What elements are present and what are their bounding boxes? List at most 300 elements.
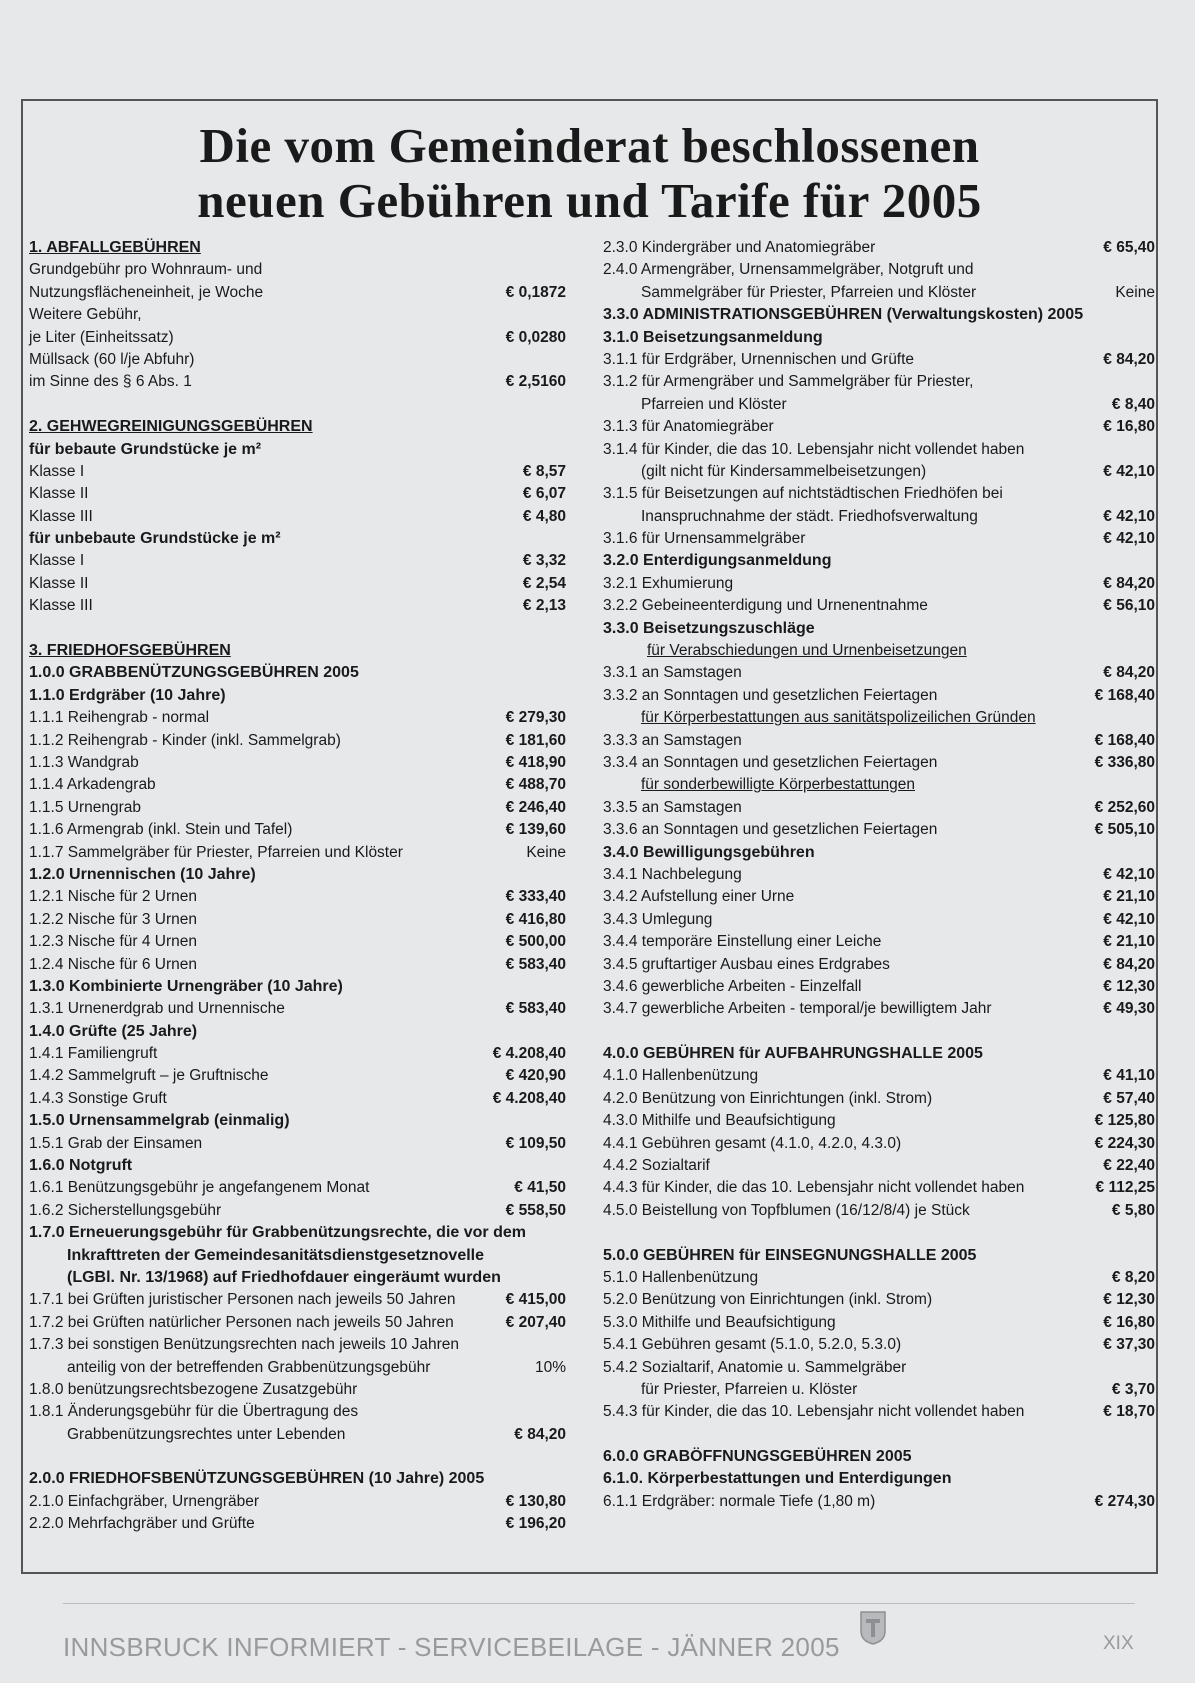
fee-row (603, 1491, 1155, 1513)
fee-row (603, 1133, 1155, 1155)
fee-label: 1.1.6 Armengrab (inkl. Stein und Tafel) (29, 821, 293, 839)
fee-amount: € 49,30 (1103, 1000, 1155, 1018)
subheading (29, 1021, 566, 1043)
fee-row (29, 998, 566, 1020)
fee-row (603, 595, 1155, 617)
subheading (603, 550, 1155, 572)
fee-amount: € 2,13 (522, 597, 566, 615)
fee-amount: € 130,80 (505, 1492, 566, 1510)
fee-row (29, 1424, 566, 1446)
fee-row (603, 1155, 1155, 1177)
fee-amount: € 42,10 (1103, 462, 1155, 480)
subheading (29, 976, 566, 998)
fee-row (603, 394, 1155, 416)
fee-label: für sonderbewilligte Körperbestattungen (641, 776, 916, 794)
fee-label: 1. ABFALLGEBÜHREN (29, 239, 201, 256)
fee-label: Klasse II (29, 485, 89, 503)
fee-label: 3.1.2 für Armengräber und Sammelgräber für Priester, (603, 373, 974, 391)
subgroup-label (603, 774, 1155, 796)
fee-label: 1.2.3 Nische für 4 Urnen (29, 933, 198, 951)
fee-amount: € 274,30 (1094, 1492, 1155, 1510)
fee-row (603, 864, 1155, 886)
fee-row (29, 1065, 566, 1087)
fee-label: 1.1.0 Erdgräber (10 Jahre) (29, 686, 226, 704)
fee-row (29, 1357, 566, 1379)
fee-row (29, 573, 566, 595)
fee-amount: € 16,80 (1103, 418, 1155, 436)
subheading (603, 327, 1155, 349)
subheading (29, 864, 566, 886)
fee-label: 1.6.1 Benützungsgebühr je angefangenem Monat (29, 1179, 370, 1197)
fee-amount: € 8,57 (522, 462, 566, 480)
fee-label: 3.2.0 Enterdigungsanmeldung (603, 552, 832, 570)
fee-amount: € 488,70 (505, 776, 566, 794)
fee-amount: 10% (534, 1358, 566, 1376)
subgroup-label (603, 707, 1155, 729)
fee-label: Klasse I (29, 462, 85, 480)
fee-label: 1.3.1 Urnenerdgrab und Urnennische (29, 1000, 285, 1018)
fee-row (29, 730, 566, 752)
fee-row (603, 886, 1155, 908)
fee-label: Grabbenützungsrechtes unter Lebenden (67, 1425, 346, 1443)
fee-label: 1.1.1 Reihengrab - normal (29, 709, 210, 727)
fee-label: 3. FRIEDHOFSGEBÜHREN (29, 642, 231, 660)
fee-label: 3.4.1 Nachbelegung (603, 865, 742, 883)
fee-amount: € 42,10 (1103, 530, 1155, 548)
spacer (603, 1222, 1155, 1244)
fee-label: Inkrafttreten der Gemeindesanitätsdienstgesetznovelle (67, 1246, 485, 1264)
fee-label: 1.8.0 benützungsrechtsbezogene Zusatzgebühr (29, 1380, 358, 1398)
fee-row (603, 1110, 1155, 1132)
fee-amount: € 416,80 (505, 910, 566, 928)
fee-amount: € 252,60 (1094, 798, 1155, 816)
fee-label: 5.4.2 Sozialtarif, Anatomie u. Sammelgräber (603, 1358, 907, 1376)
fee-label: 1.5.0 Urnensammelgrab (einmalig) (29, 1112, 290, 1130)
fee-amount: € 112,25 (1095, 1179, 1155, 1197)
fee-label: Pfarreien und Klöster (641, 395, 787, 413)
fee-row (603, 1267, 1155, 1289)
fee-label: 3.3.1 an Samstagen (603, 664, 742, 682)
fee-label: 3.3.0 Beisetzungszuschläge (603, 619, 815, 637)
fee-amount: € 22,40 (1103, 1157, 1155, 1175)
subheading (603, 842, 1155, 864)
fee-row (29, 327, 566, 349)
fee-row (29, 371, 566, 393)
fee-label: 1.4.1 Familiengruft (29, 1045, 158, 1063)
fee-row (603, 1379, 1155, 1401)
fee-amount: € 5,80 (1111, 1201, 1155, 1219)
fee-label: 1.7.3 bei sonstigen Benützungsrechten nach jeweils 10 Jahren (29, 1336, 459, 1354)
fee-label: 4.4.3 für Kinder, die das 10. Lebensjahr nicht vollendet haben (603, 1179, 1025, 1197)
fee-amount: € 2,5160 (505, 373, 566, 391)
spacer (603, 1424, 1155, 1446)
fee-row (29, 886, 566, 908)
title-line-1: Die vom Gemeinderat beschlossenen (199, 118, 980, 173)
section-heading (29, 640, 566, 662)
fee-label: 3.4.2 Aufstellung einer Urne (603, 888, 795, 906)
fee-amount: € 415,00 (505, 1291, 566, 1309)
fee-label: 5.4.1 Gebühren gesamt (5.1.0, 5.2.0, 5.3.0) (603, 1336, 902, 1354)
right-column (603, 237, 1155, 1513)
subheading (603, 304, 1155, 326)
fee-amount: € 42,10 (1103, 910, 1155, 928)
fee-row (29, 774, 566, 796)
fee-label: 3.3.0 ADMINISTRATIONSGEBÜHREN (Verwaltungskosten) 2005 (603, 306, 1084, 324)
fee-label: 1.7.2 bei Grüften natürlicher Personen nach jeweils 50 Jahren (29, 1313, 454, 1331)
fee-label: 3.1.0 Beisetzungsanmeldung (603, 328, 823, 346)
fee-label: für Körperbestattungen aus sanitätspolizeilichen Gründen (641, 709, 1036, 727)
fee-amount: € 558,50 (505, 1201, 566, 1219)
fee-amount: Keine (1115, 283, 1155, 301)
fee-row (29, 797, 566, 819)
fee-row (603, 931, 1155, 953)
fee-amount: € 42,10 (1103, 865, 1155, 883)
fee-amount: € 4,80 (522, 507, 566, 525)
subgroup-label (603, 640, 1155, 662)
fee-amount: € 21,10 (1103, 888, 1155, 906)
fee-amount: € 420,90 (505, 1067, 566, 1085)
fee-row (603, 439, 1155, 461)
fee-label: 1.3.0 Kombinierte Urnengräber (10 Jahre) (29, 977, 343, 995)
fee-row (29, 1043, 566, 1065)
fee-row (29, 1401, 566, 1423)
fee-amount: € 505,10 (1094, 821, 1155, 839)
fee-row (29, 304, 566, 326)
fee-label: 4.4.1 Gebühren gesamt (4.1.0, 4.2.0, 4.3.0) (603, 1134, 902, 1152)
fee-label: anteilig von der betreffenden Grabbenützungsgebühr (67, 1358, 431, 1376)
fee-label: 6.0.0 GRABÖFFNUNGSGEBÜHREN 2005 (603, 1448, 912, 1466)
fee-row (29, 931, 566, 953)
fee-row (603, 685, 1155, 707)
fee-label: 1.1.3 Wandgrab (29, 753, 139, 771)
fee-label: Sammelgräber für Priester, Pfarreien und Klöster (641, 283, 977, 301)
fee-amount: € 8,40 (1111, 395, 1155, 413)
fee-amount: € 8,20 (1111, 1268, 1155, 1286)
fee-row (29, 1334, 566, 1356)
fee-label: 2.4.0 Armengräber, Urnensammelgräber, Notgruft und (603, 261, 974, 279)
fee-row (603, 976, 1155, 998)
fee-label: 1.6.2 Sicherstellungsgebühr (29, 1201, 222, 1219)
fee-row (603, 998, 1155, 1020)
fee-amount: € 500,00 (505, 933, 566, 951)
fee-label: 5.4.3 für Kinder, die das 10. Lebensjahr nicht vollendet haben (603, 1403, 1025, 1421)
footer-divider (63, 1603, 1135, 1604)
fee-amount: € 168,40 (1094, 686, 1155, 704)
fee-label: 4.3.0 Mithilfe und Beaufsichtigung (603, 1112, 836, 1130)
fee-label: 4.5.0 Beistellung von Topfblumen (16/12/8/4) je Stück (603, 1201, 970, 1219)
title-line-2: neuen Gebühren und Tarife für 2005 (197, 173, 982, 228)
fee-label: 1.5.1 Grab der Einsamen (29, 1134, 203, 1152)
fee-label: für bebaute Grundstücke je m² (29, 440, 262, 458)
fee-row (603, 237, 1155, 259)
fee-row (603, 1334, 1155, 1356)
fee-row (29, 1177, 566, 1199)
fee-row (603, 1312, 1155, 1334)
subheading (29, 1468, 566, 1490)
fee-label: Klasse II (29, 574, 89, 592)
fee-label: 2.2.0 Mehrfachgräber und Grüfte (29, 1515, 255, 1533)
page-title (21, 118, 1158, 228)
fee-label: 1.8.1 Änderungsgebühr für die Übertragung des (29, 1403, 359, 1421)
fee-label: 2.1.0 Einfachgräber, Urnengräber (29, 1492, 260, 1510)
fee-amount: € 84,20 (1103, 350, 1155, 368)
fee-row (29, 1200, 566, 1222)
fee-label: 1.1.2 Reihengrab - Kinder (inkl. Sammelgrab) (29, 731, 341, 749)
fee-row (29, 1312, 566, 1334)
fee-row (603, 1177, 1155, 1199)
fee-label: 5.2.0 Benützung von Einrichtungen (inkl. Strom) (603, 1291, 933, 1309)
subheading (29, 1110, 566, 1132)
fee-label: 3.4.7 gewerbliche Arbeiten - temporal/je bewilligtem Jahr (603, 1000, 992, 1018)
fee-label: 1.7.0 Erneuerungsgebühr für Grabbenützungsrechte, die vor dem (29, 1224, 526, 1242)
fee-amount: € 4.208,40 (492, 1089, 566, 1107)
fee-label: 4.4.2 Sozialtarif (603, 1157, 710, 1175)
fee-amount: € 84,20 (1103, 955, 1155, 973)
fee-amount: € 16,80 (1103, 1313, 1155, 1331)
footer-text: INNSBRUCK INFORMIERT - SERVICEBEILAGE - JÄNNER 2005 (63, 1632, 840, 1662)
fee-row (29, 954, 566, 976)
fee-label: 3.1.6 für Urnensammelgräber (603, 530, 806, 548)
fee-amount: € 279,30 (505, 709, 566, 727)
fee-label: 3.2.2 Gebeineenterdigung und Urnenentnahme (603, 597, 928, 615)
fee-row (29, 752, 566, 774)
subheading (29, 1267, 566, 1289)
fee-label: 1.6.0 Notgruft (29, 1157, 133, 1175)
fee-label: 3.3.5 an Samstagen (603, 798, 742, 816)
page-number: XIX (1103, 1633, 1134, 1654)
subheading (29, 685, 566, 707)
fee-row (603, 461, 1155, 483)
fee-label: Inanspruchnahme der städt. Friedhofsverwaltung (641, 507, 978, 525)
fee-amount: € 2,54 (522, 574, 566, 592)
fee-amount: € 18,70 (1103, 1403, 1155, 1421)
fee-amount: € 196,20 (505, 1515, 566, 1533)
fee-amount: € 12,30 (1103, 977, 1155, 995)
subheading (29, 1245, 566, 1267)
fee-label: 3.3.3 an Samstagen (603, 731, 742, 749)
fee-amount: € 84,20 (1103, 574, 1155, 592)
left-column (29, 237, 566, 1536)
subheading (29, 662, 566, 684)
subheading (603, 1446, 1155, 1468)
fee-label: 1.2.1 Nische für 2 Urnen (29, 888, 198, 906)
fee-row (29, 461, 566, 483)
fee-label: für Priester, Pfarreien u. Klöster (641, 1380, 858, 1398)
fee-amount: € 246,40 (505, 798, 566, 816)
fee-amount: € 42,10 (1103, 507, 1155, 525)
subheading (29, 1222, 566, 1244)
fee-amount: € 12,30 (1103, 1291, 1155, 1309)
fee-label: 1.2.4 Nische für 6 Urnen (29, 955, 198, 973)
fee-row (29, 819, 566, 841)
fee-label: 1.4.3 Sonstige Gruft (29, 1089, 167, 1107)
fee-label: 3.4.5 gruftartiger Ausbau eines Erdgrabes (603, 955, 890, 973)
fee-row (603, 1200, 1155, 1222)
fee-label: 1.1.7 Sammelgräber für Priester, Pfarreien und Klöster (29, 843, 403, 861)
fee-row (603, 349, 1155, 371)
fee-amount: € 41,10 (1103, 1067, 1155, 1085)
fee-amount: € 6,07 (522, 485, 566, 503)
fee-label: für unbebaute Grundstücke je m² (29, 530, 281, 548)
fee-row (29, 349, 566, 371)
fee-row (603, 954, 1155, 976)
subheading (29, 1155, 566, 1177)
fee-label: (gilt nicht für Kindersammelbeisetzungen) (641, 462, 927, 480)
spacer (603, 1021, 1155, 1043)
fee-row (29, 1513, 566, 1535)
fee-label: Weitere Gebühr, (29, 306, 142, 324)
fee-row (603, 483, 1155, 505)
subheading (603, 1043, 1155, 1065)
fee-label: 1.2.0 Urnennischen (10 Jahre) (29, 865, 256, 883)
fee-label: im Sinne des § 6 Abs. 1 (29, 373, 192, 391)
fee-amount: € 4.208,40 (492, 1045, 566, 1063)
section-heading (29, 416, 566, 438)
fee-row (603, 1357, 1155, 1379)
fee-row (603, 573, 1155, 595)
fee-row (29, 483, 566, 505)
fee-label: Klasse I (29, 552, 85, 570)
fee-label: 6.1.1 Erdgräber: normale Tiefe (1,80 m) (603, 1492, 876, 1510)
fee-amount: Keine (526, 843, 566, 861)
fee-amount: € 21,10 (1103, 933, 1155, 951)
fee-label: 4.2.0 Benützung von Einrichtungen (inkl. Strom) (603, 1089, 933, 1107)
fee-row (603, 371, 1155, 393)
fee-amount: € 37,30 (1103, 1336, 1155, 1354)
fee-row (29, 595, 566, 617)
fee-label: je Liter (Einheitssatz) (29, 328, 174, 346)
fee-amount: € 41,50 (514, 1179, 566, 1197)
fee-row (603, 752, 1155, 774)
fee-label: 2. GEHWEGREINIGUNGSGEBÜHREN (29, 418, 313, 436)
fee-label: 3.4.3 Umlegung (603, 910, 713, 928)
spacer (29, 1446, 566, 1468)
fee-amount: € 3,70 (1111, 1380, 1155, 1398)
fee-label: 2.3.0 Kindergräber und Anatomiegräber (603, 239, 876, 256)
fee-label: 1.1.4 Arkadengrab (29, 776, 156, 794)
fee-label: (LGBl. Nr. 13/1968) auf Friedhofdauer eingeräumt wurden (67, 1268, 501, 1286)
fee-label: für Verabschiedungen und Urnenbeisetzungen (647, 642, 967, 660)
fee-amount: € 418,90 (505, 753, 566, 771)
fee-amount: € 207,40 (505, 1313, 566, 1331)
fee-label: 3.2.1 Exhumierung (603, 574, 734, 592)
fee-amount: € 3,32 (522, 552, 566, 570)
fee-row (603, 1401, 1155, 1423)
fee-label: 1.2.2 Nische für 3 Urnen (29, 910, 198, 928)
fee-label: 3.1.5 für Beisetzungen auf nichtstädtischen Friedhöfen bei (603, 485, 1003, 503)
fee-amount: € 84,20 (514, 1425, 566, 1443)
fee-label: 3.1.1 für Erdgräber, Urnennischen und Grüfte (603, 350, 915, 368)
fee-label: 3.3.2 an Sonntagen und gesetzlichen Feiertagen (603, 686, 938, 704)
fee-row (29, 1289, 566, 1311)
fee-label: 2.0.0 FRIEDHOFSBENÜTZUNGSGEBÜHREN (10 Jahre) 2005 (29, 1470, 485, 1488)
fee-label: Müllsack (60 l/je Abfuhr) (29, 350, 195, 368)
fee-label: 3.1.3 für Anatomiegräber (603, 418, 774, 436)
fee-row (603, 528, 1155, 550)
section-heading (29, 237, 566, 259)
fee-label: 5.1.0 Hallenbenützung (603, 1268, 759, 1286)
fee-row (603, 909, 1155, 931)
fee-row (603, 819, 1155, 841)
fee-row (603, 259, 1155, 281)
fee-row (29, 1133, 566, 1155)
fee-label: 1.0.0 GRABBENÜTZUNGSGEBÜHREN 2005 (29, 664, 359, 682)
fee-amount: € 56,10 (1103, 597, 1155, 615)
fee-row (603, 1289, 1155, 1311)
subheading (29, 528, 566, 550)
fee-row (29, 282, 566, 304)
city-coat-of-arms-icon (860, 1611, 886, 1645)
fee-label: 3.1.4 für Kinder, die das 10. Lebensjahr nicht vollendet haben (603, 440, 1025, 458)
fee-amount: € 0,0280 (505, 328, 566, 346)
fee-label: 1.4.0 Grüfte (25 Jahre) (29, 1022, 198, 1040)
fee-row (603, 1065, 1155, 1087)
fee-row (29, 1491, 566, 1513)
fee-label: 3.3.6 an Sonntagen und gesetzlichen Feiertagen (603, 821, 938, 839)
fee-label: Klasse III (29, 597, 93, 615)
subheading (603, 1468, 1155, 1490)
fee-amount: € 139,60 (505, 821, 566, 839)
fee-amount: € 168,40 (1094, 731, 1155, 749)
fee-amount: € 125,80 (1094, 1112, 1155, 1130)
fee-row (29, 1088, 566, 1110)
subheading (603, 1245, 1155, 1267)
fee-label: Nutzungsflächeneinheit, je Woche (29, 283, 264, 301)
spacer (29, 394, 566, 416)
fee-label: 1.4.2 Sammelgruft – je Gruftnische (29, 1067, 269, 1085)
fee-label: 6.1.0. Körperbestattungen und Enterdigungen (603, 1470, 952, 1488)
fee-amount: € 224,30 (1094, 1134, 1155, 1152)
fee-label: 4.1.0 Hallenbenützung (603, 1067, 759, 1085)
fee-row (603, 506, 1155, 528)
fee-amount: € 109,50 (505, 1134, 566, 1152)
fee-amount: € 336,80 (1094, 753, 1155, 771)
fee-row (29, 842, 566, 864)
fee-amount: € 57,40 (1103, 1089, 1155, 1107)
subheading (29, 439, 566, 461)
fee-label: 3.4.0 Bewilligungsgebühren (603, 843, 815, 861)
subheading (603, 618, 1155, 640)
fee-row (29, 909, 566, 931)
fee-label: Grundgebühr pro Wohnraum- und (29, 261, 263, 279)
fee-label: 1.1.5 Urnengrab (29, 798, 142, 816)
fee-label: 3.4.6 gewerbliche Arbeiten - Einzelfall (603, 977, 862, 995)
fee-amount: € 181,60 (505, 731, 566, 749)
fee-amount: € 65,40 (1103, 239, 1155, 256)
fee-label: 1.7.1 bei Grüften juristischer Personen nach jeweils 50 Jahren (29, 1291, 456, 1309)
fee-label: 4.0.0 GEBÜHREN für AUFBAHRUNGSHALLE 2005 (603, 1045, 983, 1063)
fee-row (603, 416, 1155, 438)
fee-row (603, 662, 1155, 684)
fee-label: 3.3.4 an Sonntagen und gesetzlichen Feiertagen (603, 753, 938, 771)
fee-row (29, 259, 566, 281)
fee-amount: € 583,40 (505, 955, 566, 973)
fee-row (29, 707, 566, 729)
fee-label: 5.3.0 Mithilfe und Beaufsichtigung (603, 1313, 836, 1331)
spacer (29, 618, 566, 640)
fee-row (29, 506, 566, 528)
fee-row (603, 282, 1155, 304)
fee-row (29, 550, 566, 572)
fee-label: 5.0.0 GEBÜHREN für EINSEGNUNGSHALLE 2005 (603, 1246, 977, 1264)
fee-row (603, 797, 1155, 819)
fee-amount: € 84,20 (1103, 664, 1155, 682)
fee-row (603, 730, 1155, 752)
fee-row (603, 1088, 1155, 1110)
fee-amount: € 583,40 (505, 1000, 566, 1018)
fee-label: 3.4.4 temporäre Einstellung einer Leiche (603, 933, 882, 951)
fee-amount: € 333,40 (505, 888, 566, 906)
